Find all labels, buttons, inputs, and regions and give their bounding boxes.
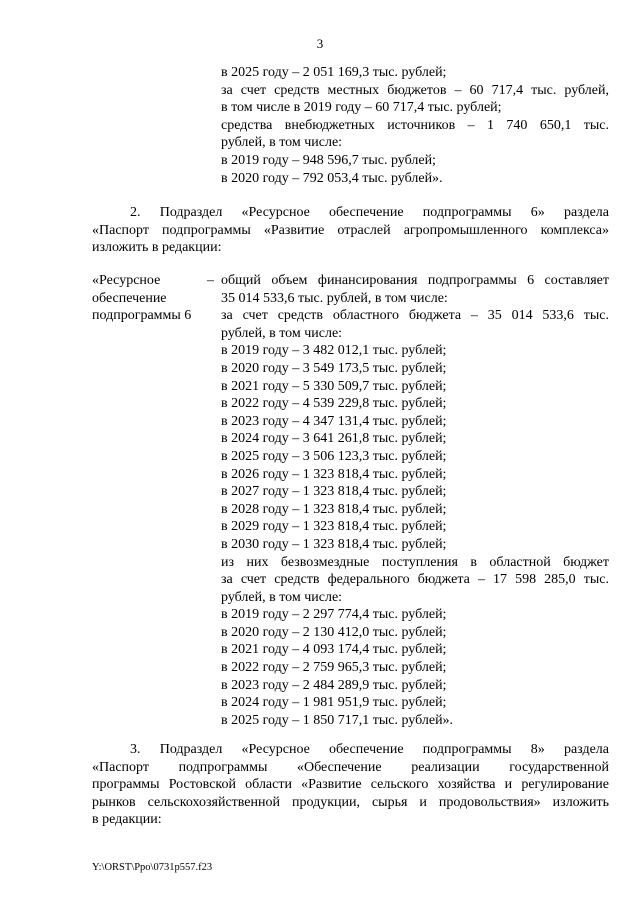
text-line: в 2021 году – 4 093 174,4 тыс. рублей; — [221, 642, 447, 658]
paragraph-line: 3. Подраздел «Ресурсное обеспечение подпрограммы 8» раздела — [130, 742, 609, 757]
funding-continuation-block — [221, 64, 609, 187]
text-line: в 2022 году – 2 759 965,3 тыс. рублей; — [221, 660, 447, 676]
text-line: за счет средств федерального бюджета – 17 598 285,0 тыс. — [221, 572, 609, 588]
label-dash: – — [207, 273, 214, 288]
text-line: за счет средств областного бюджета – 35 014 533,6 тыс. — [221, 308, 609, 324]
text-line: в 2019 году – 948 596,7 тыс. рублей; — [221, 152, 436, 168]
subprogram-6-funding-block — [221, 272, 609, 729]
text-line: в 2025 году – 3 506 123,3 тыс. рублей; — [221, 448, 447, 464]
text-line: в 2025 году – 2 051 169,3 тыс. рублей; — [221, 65, 447, 80]
text-line: в 2022 году – 4 539 229,8 тыс. рублей; — [221, 396, 447, 412]
text-line: в 2019 году – 2 297 774,4 тыс. рублей; — [221, 607, 447, 623]
text-line: в 2020 году – 3 549 173,5 тыс. рублей; — [221, 360, 447, 376]
text-line: рублей, в том числе: — [221, 589, 343, 605]
text-line: в 2020 году – 2 130 412,0 тыс. рублей; — [221, 624, 447, 640]
text-line: в 2019 году – 3 482 012,1 тыс. рублей; — [221, 343, 447, 359]
paragraph-line: изложить в редакции: — [92, 240, 222, 256]
text-line: в 2021 году – 5 330 509,7 тыс. рублей; — [221, 378, 447, 394]
page-number: 3 — [316, 36, 324, 51]
amendment-paragraph-3 — [92, 741, 609, 829]
resource-label-line: подпрограммы 6 — [92, 308, 192, 324]
amendment-paragraph-2 — [92, 204, 609, 257]
resource-label — [92, 272, 214, 325]
paragraph-line: «Паспорт подпрограммы «Развитие отраслей агропромышленного комплекса» — [92, 222, 609, 238]
text-line: в 2023 году – 2 484 289,9 тыс. рублей; — [221, 677, 447, 693]
paragraph-line: рынков сельскохозяйственной продукции, сырья и продовольствия» изложить — [92, 794, 609, 810]
text-line: в 2030 году – 1 323 818,4 тыс. рублей; — [221, 536, 447, 552]
text-line: в 2027 году – 1 323 818,4 тыс. рублей; — [221, 484, 447, 500]
resource-label-line: обеспечение — [92, 290, 167, 306]
resource-label-line: «Ресурсное — [92, 273, 161, 288]
text-line: в 2024 году – 1 981 951,9 тыс. рублей; — [221, 695, 447, 711]
text-line: рублей, в том числе: — [221, 325, 343, 341]
text-line: в 2026 году – 1 323 818,4 тыс. рублей; — [221, 466, 447, 482]
text-line: в 2023 году – 4 347 131,4 тыс. рублей; — [221, 413, 447, 429]
text-line: в 2028 году – 1 323 818,4 тыс. рублей; — [221, 501, 447, 517]
text-line: 35 014 533,6 тыс. рублей, в том числе: — [221, 290, 448, 306]
file-path-footer: Y:\ORST\Ppo\0731p557.f23 — [92, 862, 213, 873]
paragraph-line: 2. Подраздел «Ресурсное обеспечение подпрограммы 6» раздела — [130, 205, 609, 220]
text-line: за счет средств местных бюджетов – 60 717,4 тыс. рублей, — [221, 82, 609, 98]
text-line: в том числе в 2019 году – 60 717,4 тыс. рублей; — [221, 100, 502, 116]
text-line: из них безвозмездные поступления в областной бюджет — [221, 554, 609, 570]
paragraph-line: программы Ростовской области «Развитие сельского хозяйства и регулирование — [92, 777, 609, 793]
text-line: в 2020 году – 792 053,4 тыс. рублей». — [221, 170, 443, 186]
text-line: в 2025 году – 1 850 717,1 тыс. рублей». — [221, 712, 454, 728]
text-line: рублей, в том числе: — [221, 135, 343, 151]
paragraph-line: «Паспорт подпрограммы «Обеспечение реализации государственной — [92, 759, 609, 775]
paragraph-line: в редакции: — [92, 812, 162, 828]
text-line: общий объем финансирования подпрограммы 6 составляет — [221, 273, 609, 288]
text-line: средства внебюджетных источников – 1 740 650,1 тыс. — [221, 117, 609, 133]
text-line: в 2029 году – 1 323 818,4 тыс. рублей; — [221, 519, 447, 535]
text-line: в 2024 году – 3 641 261,8 тыс. рублей; — [221, 431, 447, 447]
